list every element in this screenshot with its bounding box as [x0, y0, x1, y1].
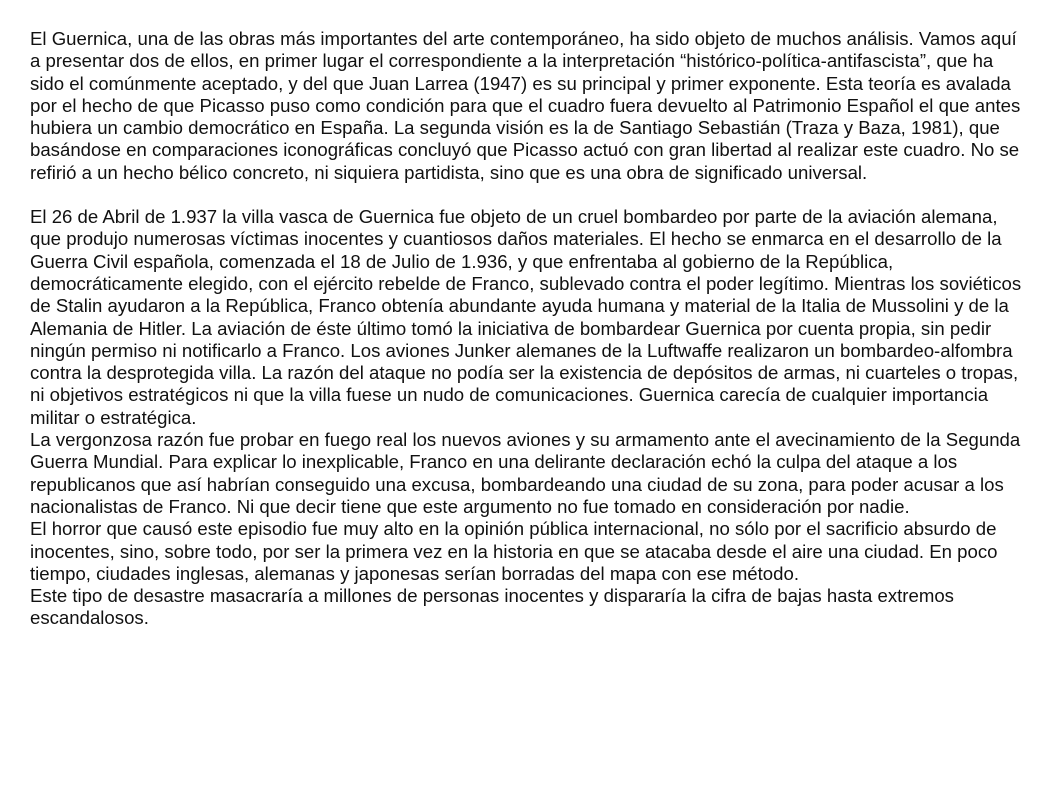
paragraph-horror: El horror que causó este episodio fue muy alto en la opinión pública internacional, no sólo por el sacrificio absurdo de inocentes, sino, sobre todo, por ser la primera vez en la historia en que se atacaba desde el aire una ciudad. En poco tiempo, ciudades inglesas, alemanas y japonesas serían borradas del mapa con ese método. — [30, 518, 998, 584]
paragraph-reason: La vergonzosa razón fue probar en fuego real los nuevos aviones y su armamento ante el avecinamiento de la Segunda Guerra Mundial. Para explicar lo inexplicable, Franco en una delirante declaración echó la culpa del ataque a los republicanos que así habrían conseguido una excusa, bombardeando una ciudad de su zona, para poder acusar a los nacionalistas de Franco. Ni que decir tiene que este argumento no fue tomado en consideración por nadie. — [30, 429, 1021, 517]
paragraph-bombing: El 26 de Abril de 1.937 la villa vasca de Guernica fue objeto de un cruel bombardeo por parte de la aviación alemana, que produjo numerosas víctimas inocentes y cuantiosos daños materiales. El hecho se enmarca en el desarrollo de la Guerra Civil española, comenzada el 18 de Julio de 1.936, y que enfrentaba al gobierno de la República, democráticamente elegido, con el ejército rebelde de Franco, sublevado contra el poder legítimo. Mientras los soviéticos de Stalin ayudaron a la República, Franco obtenía abundante ayuda humana y material de la Italia de Mussolini y de la Alemania de Hitler. La aviación de éste último tomó la iniciativa de bombardear Guernica por cuenta propia, sin pedir ningún permiso ni notificarlo a Franco. Los aviones Junker alemanes de la Luftwaffe realizaron un bombardeo-alfombra contra la desprotegida villa. La razón del ataque no podía ser la existencia de depósitos de armas, ni cuarteles o tropas, ni objetivos estratégicos ni que la villa fuese un nudo de comunicaciones. Guernica carecía de cualquier importancia militar o estratégica. — [30, 206, 1022, 428]
paragraph-gap — [30, 184, 1028, 206]
paragraph-intro: El Guernica, una de las obras más importantes del arte contemporáneo, ha sido objeto de muchos análisis. Vamos aquí a presentar dos de ellos, en primer lugar el correspondiente a la interpretación “histórico-política-antifascista”, que ha sido el comúnmente aceptado, y del que Juan Larrea (1947) es su principal y primer exponente. Esta teoría es avalada por el hecho de que Picasso puso como condición para que el cuadro fuera devuelto al Patrimonio Español el que antes hubiera un cambio democrático en España. La segunda visión es la de Santiago Sebastián (Traza y Baza, 1981), que basándose en comparaciones iconográficas concluyó que Picasso actuó con gran libertad al realizar este cuadro. No se refirió a un hecho bélico concreto, ni siquiera partidista, sino que es una obra de significado universal. — [30, 28, 1021, 183]
paragraph-disaster: Este tipo de desastre masacraría a millones de personas inocentes y dispararía la cifra de bajas hasta extremos escandalosos. — [30, 585, 954, 629]
